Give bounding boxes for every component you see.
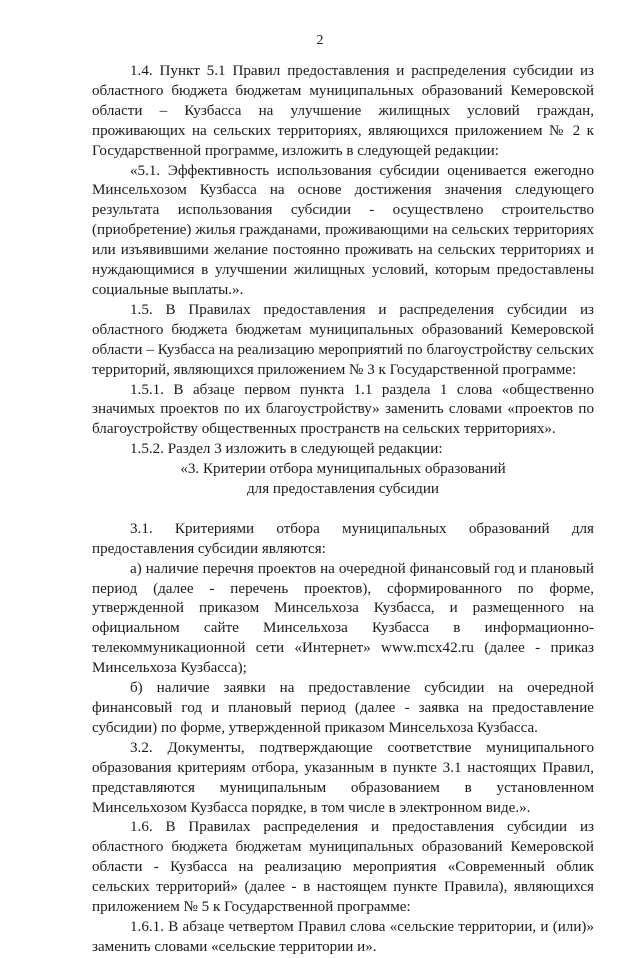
blank-line [92, 500, 594, 520]
page-number: 2 [316, 33, 324, 48]
paragraph-3-2: 3.2. Документы, подтверждающие соответствие муниципального образования критериям отбора, указанным в пункте 3.1 настоящих Правил, представляются муниципальным образованием в установленном Минсельхозом Кузбасса порядке, в том числе в электронном виде.». [92, 739, 594, 816]
paragraph-1-5-2: 1.5.2. Раздел 3 изложить в следующей редакции: [130, 441, 443, 458]
paragraph-5-1-quote: «5.1. Эффективность использования субсидии оценивается ежегодно Минсельхозом Кузбасса на основе достижения значения следующего результата использования субсидии - осуществлено строительство (приобретение) жилья гражданами, проживающими на сельских территориях или изъявившими желание постоянно проживать на сельских территориях и нуждающимися в улучшении жилищных условий, которым предоставлены социальные выплаты.». [92, 162, 594, 298]
paragraph-1-6-1: 1.6.1. В абзаце четвертом Правил слова «сельские территории, и (или)» заменить словами «сельские территории и». [92, 918, 594, 955]
section-heading-line-2: для предоставления субсидии [246, 481, 439, 498]
paragraph-3-1: 3.1. Критериями отбора муниципальных образований для предоставления субсидии являются: [92, 520, 594, 557]
paragraph-1-6: 1.6. В Правилах распределения и предоставления субсидии из областного бюджета бюджетам муниципальных образований Кемеровской области - Кузбасса на реализацию мероприятия «Современный облик сельских территорий» (далее - в настоящем пункте Правила), являющихся приложением № 5 к Государственной программе: [92, 819, 594, 916]
section-heading-line-1: «3. Критерии отбора муниципальных образований [180, 461, 506, 478]
paragraph-1-5-1: 1.5.1. В абзаце первом пункта 1.1 раздела 1 слова «общественно значимых проектов по их благоустройству» заменить словами «проектов по благоустройству общественных пространств на сельских территориях». [92, 381, 594, 438]
paragraph-3-1-b: б) наличие заявки на предоставление субсидии на очередной финансовый год и плановый период (далее - заявка на предоставление субсидии) по форме, утвержденной приказом Минсельхоза Кузбасса. [92, 680, 594, 736]
paragraph-1-5: 1.5. В Правилах предоставления и распределения субсидии из областного бюджета бюджетам муниципальных образований Кемеровской области – Кузбасса на реализацию мероприятий по благоустройству сельских территорий, являющихся приложением № 3 к Государственной программе: [92, 301, 594, 378]
document-body [92, 62, 594, 958]
paragraph-3-1-a: а) наличие перечня проектов на очередной финансовый год и плановый период (далее - перечень проектов), сформированного по форме, утвержденной приказом Минсельхоза Кузбасса, и размещенного на официальном сайте Минсельхоза Кузбасса в информационно-телекоммуникационной сети «Интернет» www.mcx42.ru (далее - приказ Минсельхоза Кузбасса); [92, 560, 594, 677]
paragraph-1-4: 1.4. Пункт 5.1 Правил предоставления и распределения субсидии из областного бюджета бюджетам муниципальных образований Кемеровской области – Кузбасса на улучшение жилищных условий граждан, проживающих на сельских территориях, являющихся приложением № 2 к Государственной программе, изложить в следующей редакции: [92, 63, 594, 159]
